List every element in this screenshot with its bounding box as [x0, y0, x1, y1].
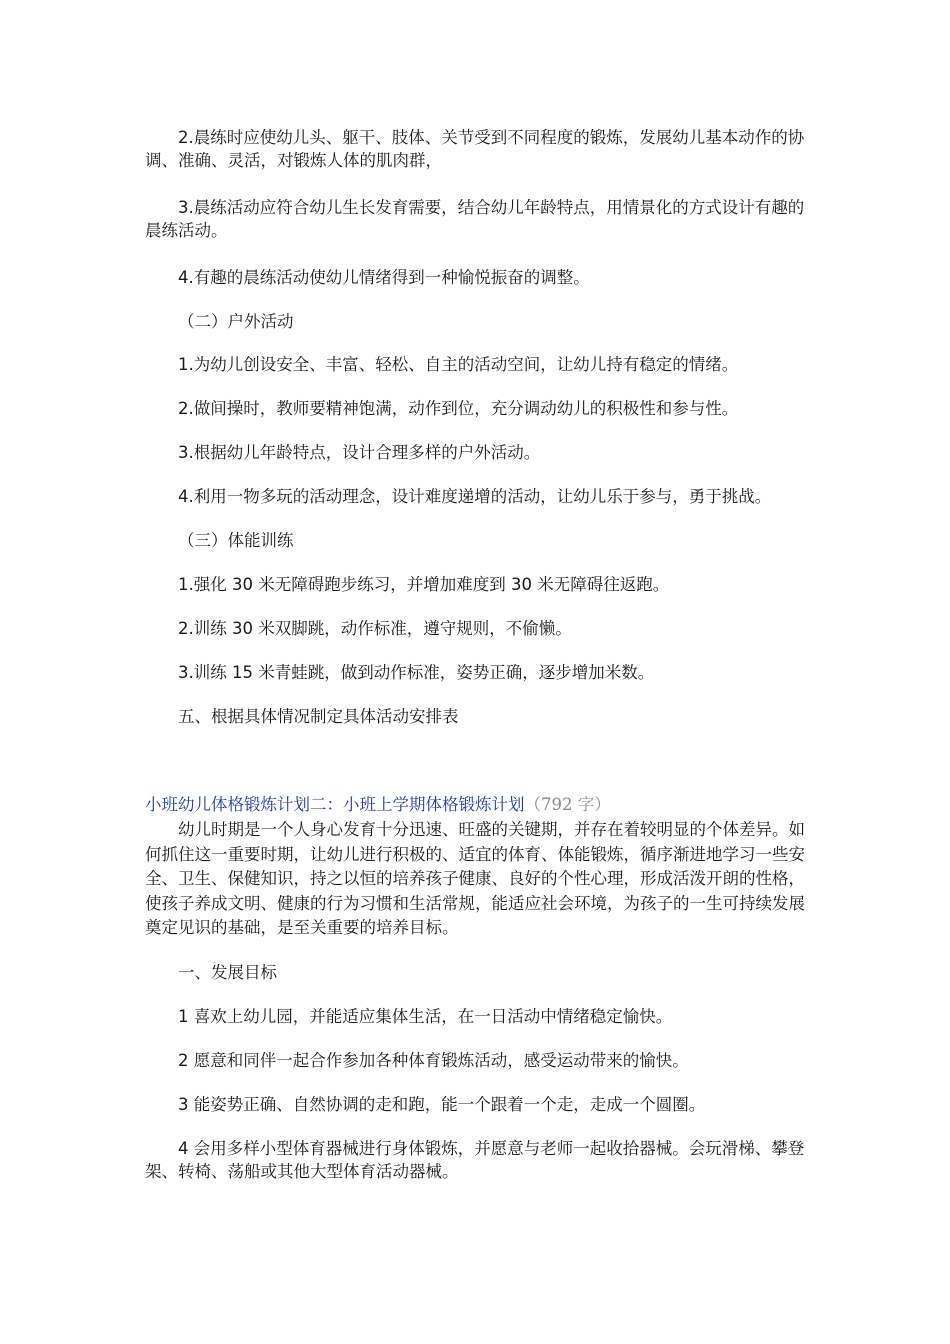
paragraph-fitness-3: 3.训练 15 米青蛙跳，做到动作标准，姿势正确，逐步增加米数。: [178, 663, 655, 682]
paragraph-outdoor-4: 4.利用一物多玩的活动理念，设计难度递增的活动，让幼儿乐于参与，勇于挑战。: [178, 487, 772, 506]
plan-two-heading[interactable]: [145, 793, 611, 816]
paragraph-fitness-1: 1.强化 30 米无障碍跑步练习，并增加难度到 30 米无障碍往返跑。: [178, 575, 670, 594]
paragraph-morning-exercise-4: 4.有趣的晨练活动使幼儿情绪得到一种愉悦振奋的调整。: [178, 268, 590, 287]
plan-two-intro-paragraph: 幼儿时期是一个人身心发育十分迅速、旺盛的关键期，并存在着较明显的个体差异。如何抓住这一重要时期，让幼儿进行积极的、适宜的体育、体能锻炼，循序渐进地学习一些安全、卫生、保健知识，持之以恒的培养孩子健康、良好的个性心理，形成活泼开朗的性格，使孩子养成文明、健康的行为习惯和生活常规，能适应社会环境，为孩子的一生可持续发展奠定见识的基础，是至关重要的培养目标。: [145, 820, 805, 937]
paragraph-fitness-2: 2.训练 30 米双脚跳，动作标准，遵守规则，不偷懒。: [178, 619, 572, 638]
paragraph-outdoor-1: 1.为幼儿创设安全、丰富、轻松、自主的活动空间，让幼儿持有稳定的情绪。: [178, 355, 739, 374]
goal-item-1: 1 喜欢上幼儿园，并能适应集体生活，在一日活动中情绪稳定愉快。: [178, 1007, 673, 1026]
paragraph-outdoor-3: 3.根据幼儿年龄特点，设计合理多样的户外活动。: [178, 443, 541, 462]
goal-item-2: 2 愿意和同伴一起合作参加各种体育锻炼活动，感受运动带来的愉快。: [178, 1051, 689, 1070]
heading-fitness-training: （三）体能训练: [178, 531, 294, 550]
heading-outdoor-activities: （二）户外活动: [178, 312, 294, 331]
plan-two-title-link[interactable]: 小班幼儿体格锻炼计划二：小班上学期体格锻炼计划: [145, 795, 525, 814]
goal-item-4: 4 会用多样小型体育器械进行身体锻炼，并愿意与老师一起收拾器械。会玩滑梯、攀登架、转椅、荡船或其他大型体育活动器械。: [145, 1139, 805, 1181]
heading-development-goals: 一、发展目标: [178, 963, 277, 982]
paragraph-morning-exercise-2: 2.晨练时应使幼儿头、躯干、肢体、关节受到不同程度的锻炼，发展幼儿基本动作的协调、准确、灵活，对锻炼人体的肌肉群，: [145, 128, 805, 170]
paragraph-morning-exercise-3: 3.晨练活动应符合幼儿生长发育需要，结合幼儿年龄特点，用情景化的方式设计有趣的晨练活动。: [145, 198, 805, 240]
paragraph-outdoor-2: 2.做间操时，教师要精神饱满，动作到位，充分调动幼儿的积极性和参与性。: [178, 399, 739, 418]
heading-section-five: 五、根据具体情况制定具体活动安排表: [178, 707, 459, 726]
goal-item-3: 3 能姿势正确、自然协调的走和跑，能一个跟着一个走，走成一个圆圈。: [178, 1095, 706, 1114]
word-count: （792 字）: [524, 795, 611, 814]
